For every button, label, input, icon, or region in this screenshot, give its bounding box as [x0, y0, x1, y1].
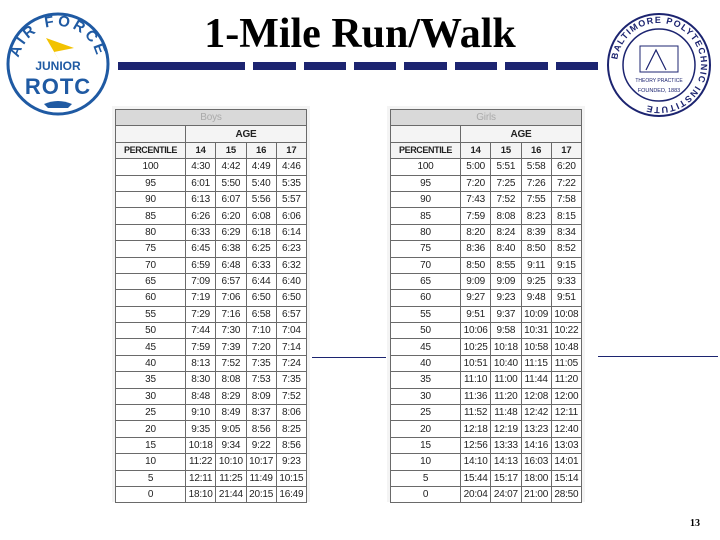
- time-cell: 7:20: [246, 339, 276, 355]
- table-row: [391, 454, 582, 470]
- percentile-cell: 20: [116, 421, 186, 437]
- percentile-cell: 0: [116, 486, 186, 502]
- percentile-cell: 40: [116, 355, 186, 371]
- percentile-cell: 10: [391, 454, 461, 470]
- time-cell: 10:15: [276, 470, 306, 486]
- time-cell: 12:56: [461, 437, 491, 453]
- time-cell: 10:17: [246, 454, 276, 470]
- page-title: 1-Mile Run/Walk: [204, 11, 516, 57]
- time-cell: 4:46: [276, 159, 306, 175]
- time-cell: 7:52: [491, 191, 521, 207]
- percentile-cell: 45: [391, 339, 461, 355]
- percentile-cell: 30: [116, 388, 186, 404]
- time-cell: 15:44: [461, 470, 491, 486]
- time-cell: 11:15: [521, 355, 551, 371]
- time-cell: 7:20: [461, 175, 491, 191]
- time-cell: 10:18: [186, 437, 216, 453]
- time-cell: 6:58: [246, 306, 276, 322]
- time-cell: 4:42: [216, 159, 246, 175]
- table-row: [116, 405, 307, 421]
- time-cell: 7:29: [186, 306, 216, 322]
- time-cell: 6:18: [246, 224, 276, 240]
- percentile-cell: 75: [116, 241, 186, 257]
- time-cell: 5:35: [276, 175, 306, 191]
- table-row: [391, 241, 582, 257]
- time-cell: 7:24: [276, 355, 306, 371]
- time-cell: 13:33: [491, 437, 521, 453]
- bpi-seal-logo: [606, 12, 712, 118]
- column-header: 15: [216, 142, 246, 158]
- percentile-cell: 30: [391, 388, 461, 404]
- time-cell: 11:44: [521, 372, 551, 388]
- time-cell: 9:11: [521, 257, 551, 273]
- percentile-cell: 40: [391, 355, 461, 371]
- percentile-cell: 45: [116, 339, 186, 355]
- table-row: [116, 175, 307, 191]
- table-row: [116, 273, 307, 289]
- time-cell: 7:06: [216, 290, 246, 306]
- time-cell: 9:51: [551, 290, 581, 306]
- time-cell: 8:52: [551, 241, 581, 257]
- time-cell: 16:03: [521, 454, 551, 470]
- time-cell: 5:56: [246, 191, 276, 207]
- time-cell: 11:00: [491, 372, 521, 388]
- table-row: [391, 355, 582, 371]
- time-cell: 7:52: [276, 388, 306, 404]
- logo-bottom-text: ROTC: [24, 74, 92, 99]
- percentile-cell: 10: [116, 454, 186, 470]
- percentile-cell: 35: [391, 372, 461, 388]
- time-cell: 7:16: [216, 306, 246, 322]
- time-cell: 12:42: [521, 405, 551, 421]
- time-cell: 8:50: [461, 257, 491, 273]
- time-cell: 9:23: [491, 290, 521, 306]
- divider-line: [312, 357, 386, 358]
- time-cell: 6:20: [551, 159, 581, 175]
- time-cell: 6:50: [246, 290, 276, 306]
- percentile-cell: 5: [116, 470, 186, 486]
- time-cell: 6:57: [276, 306, 306, 322]
- table-row: [391, 372, 582, 388]
- percentile-cell: 15: [116, 437, 186, 453]
- time-cell: 9:05: [216, 421, 246, 437]
- time-cell: 7:30: [216, 323, 246, 339]
- percentile-cell: 5: [391, 470, 461, 486]
- time-cell: 11:10: [461, 372, 491, 388]
- time-cell: 8:34: [551, 224, 581, 240]
- time-cell: 12:11: [186, 470, 216, 486]
- time-cell: 5:50: [216, 175, 246, 191]
- time-cell: 8:29: [216, 388, 246, 404]
- time-cell: 9:37: [491, 306, 521, 322]
- time-cell: 6:50: [276, 290, 306, 306]
- time-cell: 10:06: [461, 323, 491, 339]
- time-cell: 28:50: [551, 486, 581, 502]
- time-cell: 6:29: [216, 224, 246, 240]
- time-cell: 7:59: [186, 339, 216, 355]
- percentile-cell: 90: [391, 191, 461, 207]
- percentile-cell: 95: [391, 175, 461, 191]
- table-row: [391, 224, 582, 240]
- time-cell: 5:57: [276, 191, 306, 207]
- time-cell: 6:59: [186, 257, 216, 273]
- table-row: [116, 388, 307, 404]
- girls-group-label: Girls: [391, 110, 582, 126]
- table-row: [116, 257, 307, 273]
- time-cell: 10:25: [461, 339, 491, 355]
- time-cell: 7:22: [551, 175, 581, 191]
- time-cell: 18:00: [521, 470, 551, 486]
- girls-table-panel: [387, 106, 585, 502]
- table-row: [391, 191, 582, 207]
- time-cell: 7:10: [246, 323, 276, 339]
- percentile-cell: 50: [391, 323, 461, 339]
- percentile-cell: 60: [116, 290, 186, 306]
- percentile-cell: 95: [116, 175, 186, 191]
- table-row: [391, 208, 582, 224]
- percentile-cell: 70: [391, 257, 461, 273]
- column-header: 15: [491, 142, 521, 158]
- percentile-cell: 20: [391, 421, 461, 437]
- time-cell: 6:32: [276, 257, 306, 273]
- table-row: [116, 339, 307, 355]
- boys-run-table: [115, 109, 307, 503]
- table-row: [116, 421, 307, 437]
- percentile-cell: 25: [391, 405, 461, 421]
- boys-table-panel: [112, 106, 310, 502]
- table-row: [391, 486, 582, 502]
- time-cell: 11:22: [186, 454, 216, 470]
- time-cell: 11:52: [461, 405, 491, 421]
- column-header: 16: [521, 142, 551, 158]
- table-row: [116, 191, 307, 207]
- time-cell: 6:13: [186, 191, 216, 207]
- time-cell: 12:00: [551, 388, 581, 404]
- percentile-cell: 15: [391, 437, 461, 453]
- table-row: [116, 355, 307, 371]
- table-row: [116, 306, 307, 322]
- time-cell: 6:25: [246, 241, 276, 257]
- time-cell: 15:17: [491, 470, 521, 486]
- time-cell: 11:05: [551, 355, 581, 371]
- time-cell: 9:15: [551, 257, 581, 273]
- time-cell: 6:38: [216, 241, 246, 257]
- table-row: [116, 437, 307, 453]
- time-cell: 11:49: [246, 470, 276, 486]
- time-cell: 4:30: [186, 159, 216, 175]
- time-cell: 8:09: [246, 388, 276, 404]
- time-cell: 8:08: [216, 372, 246, 388]
- time-cell: 6:33: [246, 257, 276, 273]
- table-row: [391, 159, 582, 175]
- table-row: [116, 323, 307, 339]
- column-header: 14: [186, 142, 216, 158]
- time-cell: 15:14: [551, 470, 581, 486]
- column-header: PERCENTILE: [116, 142, 186, 158]
- time-cell: 11:25: [216, 470, 246, 486]
- table-row: [116, 290, 307, 306]
- time-cell: 8:56: [246, 421, 276, 437]
- time-cell: 7:04: [276, 323, 306, 339]
- time-cell: 8:55: [491, 257, 521, 273]
- time-cell: 6:48: [216, 257, 246, 273]
- time-cell: 8:15: [551, 208, 581, 224]
- table-row: [391, 421, 582, 437]
- time-cell: 10:18: [491, 339, 521, 355]
- time-cell: 9:27: [461, 290, 491, 306]
- time-cell: 8:30: [186, 372, 216, 388]
- time-cell: 12:08: [521, 388, 551, 404]
- time-cell: 7:39: [216, 339, 246, 355]
- table-row: [116, 208, 307, 224]
- table-row: [391, 405, 582, 421]
- time-cell: 9:48: [521, 290, 551, 306]
- time-cell: 10:51: [461, 355, 491, 371]
- percentile-cell: 85: [116, 208, 186, 224]
- time-cell: 10:48: [551, 339, 581, 355]
- time-cell: 7:25: [491, 175, 521, 191]
- time-cell: 7:14: [276, 339, 306, 355]
- time-cell: 7:35: [246, 355, 276, 371]
- percentile-cell: 0: [391, 486, 461, 502]
- table-row: [391, 437, 582, 453]
- table-row: [391, 257, 582, 273]
- time-cell: 14:01: [551, 454, 581, 470]
- time-cell: 12:18: [461, 421, 491, 437]
- time-cell: 10:10: [216, 454, 246, 470]
- time-cell: 4:49: [246, 159, 276, 175]
- time-cell: 18:10: [186, 486, 216, 502]
- time-cell: 14:13: [491, 454, 521, 470]
- time-cell: 6:45: [186, 241, 216, 257]
- time-cell: 8:36: [461, 241, 491, 257]
- title-underline: [118, 62, 598, 70]
- girls-run-table: [390, 109, 582, 503]
- time-cell: 6:40: [276, 273, 306, 289]
- time-cell: 7:35: [276, 372, 306, 388]
- time-cell: 9:34: [216, 437, 246, 453]
- time-cell: 11:20: [551, 372, 581, 388]
- seal-founded-text: FOUNDED, 1883: [637, 88, 681, 94]
- table-row: [391, 175, 582, 191]
- time-cell: 9:09: [461, 273, 491, 289]
- time-cell: 6:23: [276, 241, 306, 257]
- percentile-cell: 70: [116, 257, 186, 273]
- percentile-cell: 50: [116, 323, 186, 339]
- time-cell: 8:49: [216, 405, 246, 421]
- column-header: 16: [246, 142, 276, 158]
- time-cell: 7:09: [186, 273, 216, 289]
- time-cell: 16:49: [276, 486, 306, 502]
- time-cell: 20:04: [461, 486, 491, 502]
- percentile-cell: 80: [116, 224, 186, 240]
- time-cell: 7:19: [186, 290, 216, 306]
- time-cell: 7:59: [461, 208, 491, 224]
- time-cell: 20:15: [246, 486, 276, 502]
- time-cell: 14:16: [521, 437, 551, 453]
- time-cell: 14:10: [461, 454, 491, 470]
- time-cell: 6:26: [186, 208, 216, 224]
- column-header: PERCENTILE: [391, 142, 461, 158]
- logo-top-text: AIR FORCE: [6, 12, 110, 60]
- time-cell: 5:40: [246, 175, 276, 191]
- time-cell: 9:51: [461, 306, 491, 322]
- time-cell: 13:03: [551, 437, 581, 453]
- time-cell: 8:50: [521, 241, 551, 257]
- table-row: [391, 290, 582, 306]
- time-cell: 8:37: [246, 405, 276, 421]
- divider-line: [598, 356, 718, 357]
- time-cell: 11:36: [461, 388, 491, 404]
- time-cell: 6:20: [216, 208, 246, 224]
- time-cell: 8:48: [186, 388, 216, 404]
- percentile-cell: 75: [391, 241, 461, 257]
- time-cell: 8:06: [276, 405, 306, 421]
- time-cell: 7:26: [521, 175, 551, 191]
- table-row: [116, 454, 307, 470]
- boys-age-label: AGE: [186, 126, 307, 142]
- percentile-cell: 55: [116, 306, 186, 322]
- time-cell: 7:43: [461, 191, 491, 207]
- girls-age-label: AGE: [461, 126, 582, 142]
- time-cell: 6:33: [186, 224, 216, 240]
- time-cell: 9:23: [276, 454, 306, 470]
- time-cell: 9:33: [551, 273, 581, 289]
- logo-middle-text: JUNIOR: [35, 59, 81, 73]
- table-row: [391, 470, 582, 486]
- table-row: [391, 306, 582, 322]
- time-cell: 8:08: [491, 208, 521, 224]
- column-header: 14: [461, 142, 491, 158]
- time-cell: 8:24: [491, 224, 521, 240]
- time-cell: 12:19: [491, 421, 521, 437]
- table-row: [391, 339, 582, 355]
- time-cell: 9:22: [246, 437, 276, 453]
- table-row: [391, 273, 582, 289]
- time-cell: 12:11: [551, 405, 581, 421]
- time-cell: 9:25: [521, 273, 551, 289]
- time-cell: 7:52: [216, 355, 246, 371]
- percentile-cell: 100: [116, 159, 186, 175]
- percentile-cell: 35: [116, 372, 186, 388]
- table-row: [116, 159, 307, 175]
- time-cell: 9:58: [491, 323, 521, 339]
- time-cell: 7:53: [246, 372, 276, 388]
- time-cell: 8:25: [276, 421, 306, 437]
- table-row: [116, 224, 307, 240]
- time-cell: 12:40: [551, 421, 581, 437]
- time-cell: 7:58: [551, 191, 581, 207]
- column-header: 17: [276, 142, 306, 158]
- seal-ring-text: BALTIMORE POLYTECHNIC INSTITUTE: [609, 14, 710, 116]
- percentile-cell: 100: [391, 159, 461, 175]
- time-cell: 8:40: [491, 241, 521, 257]
- table-row: [391, 388, 582, 404]
- time-cell: 11:48: [491, 405, 521, 421]
- time-cell: 6:44: [246, 273, 276, 289]
- time-cell: 13:23: [521, 421, 551, 437]
- page-number: 13: [690, 518, 700, 529]
- time-cell: 7:55: [521, 191, 551, 207]
- percentile-cell: 90: [116, 191, 186, 207]
- time-cell: 6:07: [216, 191, 246, 207]
- seal-banner-text: THEORY PRACTICE: [635, 78, 683, 84]
- percentile-cell: 85: [391, 208, 461, 224]
- table-row: [116, 486, 307, 502]
- time-cell: 8:23: [521, 208, 551, 224]
- percentile-cell: 65: [116, 273, 186, 289]
- boys-group-label: Boys: [116, 110, 307, 126]
- time-cell: 24:07: [491, 486, 521, 502]
- percentile-cell: 60: [391, 290, 461, 306]
- time-cell: 10:31: [521, 323, 551, 339]
- time-cell: 6:01: [186, 175, 216, 191]
- time-cell: 9:09: [491, 273, 521, 289]
- percentile-cell: 65: [391, 273, 461, 289]
- time-cell: 6:08: [246, 208, 276, 224]
- time-cell: 21:44: [216, 486, 246, 502]
- time-cell: 10:09: [521, 306, 551, 322]
- percentile-cell: 55: [391, 306, 461, 322]
- table-row: [116, 372, 307, 388]
- time-cell: 7:44: [186, 323, 216, 339]
- time-cell: 8:39: [521, 224, 551, 240]
- time-cell: 5:00: [461, 159, 491, 175]
- time-cell: 6:06: [276, 208, 306, 224]
- time-cell: 8:56: [276, 437, 306, 453]
- time-cell: 10:40: [491, 355, 521, 371]
- time-cell: 5:58: [521, 159, 551, 175]
- time-cell: 8:20: [461, 224, 491, 240]
- percentile-cell: 25: [116, 405, 186, 421]
- time-cell: 11:20: [491, 388, 521, 404]
- table-row: [116, 241, 307, 257]
- column-header: 17: [551, 142, 581, 158]
- time-cell: 21:00: [521, 486, 551, 502]
- percentile-cell: 80: [391, 224, 461, 240]
- time-cell: 9:10: [186, 405, 216, 421]
- time-cell: 6:14: [276, 224, 306, 240]
- table-row: [116, 470, 307, 486]
- time-cell: 10:22: [551, 323, 581, 339]
- time-cell: 10:08: [551, 306, 581, 322]
- time-cell: 10:58: [521, 339, 551, 355]
- time-cell: 5:51: [491, 159, 521, 175]
- time-cell: 8:13: [186, 355, 216, 371]
- table-row: [391, 323, 582, 339]
- time-cell: 9:35: [186, 421, 216, 437]
- time-cell: 6:57: [216, 273, 246, 289]
